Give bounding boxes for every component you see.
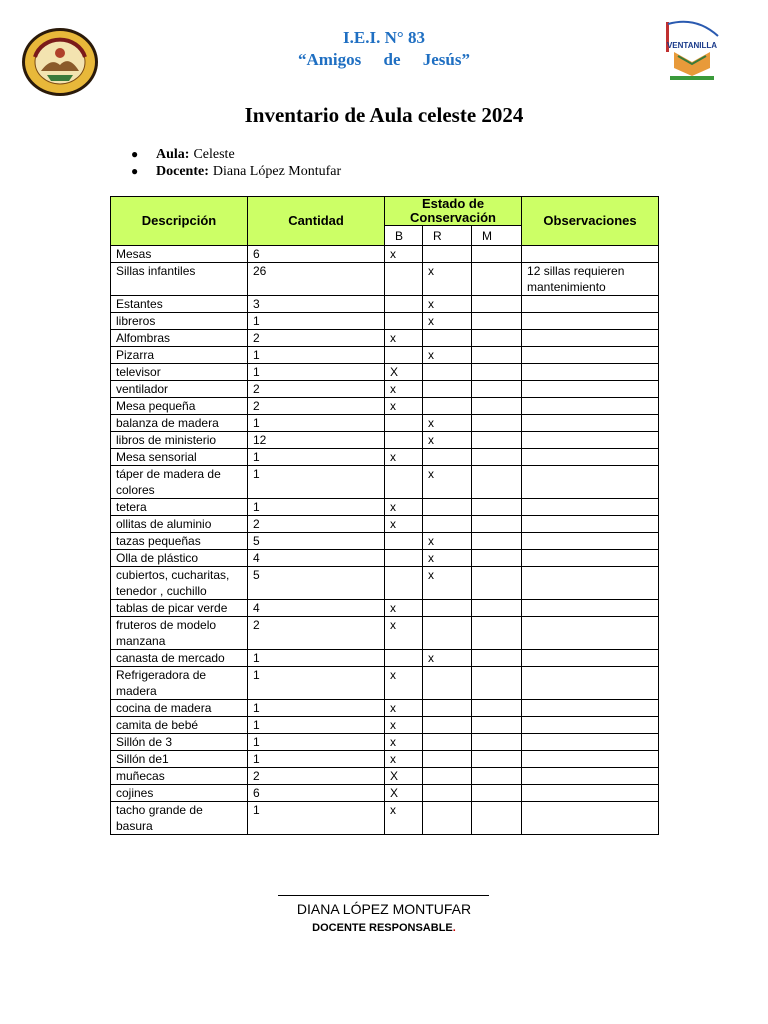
cell-descripcion: televisor <box>111 364 248 381</box>
header-m: M <box>472 226 522 246</box>
cell-b: x <box>385 499 423 516</box>
cell-m <box>472 398 522 415</box>
cell-observaciones <box>522 347 659 364</box>
cell-r <box>423 330 472 347</box>
cell-r: x <box>423 533 472 550</box>
cell-observaciones <box>522 768 659 785</box>
table-row <box>111 650 659 667</box>
school-code: I.E.I. N° 83 <box>343 28 425 47</box>
cell-descripcion: Sillón de1 <box>111 751 248 768</box>
signature-role-text: DOCENTE RESPONSABLE <box>312 922 453 934</box>
cell-m <box>472 330 522 347</box>
cell-cantidad: 1 <box>248 802 385 835</box>
inventory-table <box>110 196 659 835</box>
cell-descripcion: cubiertos, cucharitas, tenedor , cuchillo <box>111 567 248 600</box>
cell-descripcion: libreros <box>111 313 248 330</box>
cell-b: x <box>385 381 423 398</box>
cell-m <box>472 785 522 802</box>
table-row <box>111 516 659 533</box>
table-row <box>111 617 659 650</box>
table-row <box>111 802 659 835</box>
cell-r <box>423 802 472 835</box>
cell-r <box>423 364 472 381</box>
table-row <box>111 768 659 785</box>
table-row <box>111 449 659 466</box>
school-name: “Amigos de Jesús” <box>297 50 470 69</box>
table-row <box>111 364 659 381</box>
cell-observaciones <box>522 415 659 432</box>
cell-descripcion: tazas pequeñas <box>111 533 248 550</box>
cell-descripcion: Mesa pequeña <box>111 398 248 415</box>
cell-cantidad: 12 <box>248 432 385 449</box>
cell-observaciones <box>522 381 659 398</box>
table-row <box>111 246 659 263</box>
cell-cantidad: 1 <box>248 717 385 734</box>
cell-observaciones <box>522 516 659 533</box>
cell-m <box>472 768 522 785</box>
cell-m <box>472 296 522 313</box>
cell-cantidad: 6 <box>248 785 385 802</box>
cell-m <box>472 499 522 516</box>
cell-observaciones <box>522 432 659 449</box>
cell-m <box>472 550 522 567</box>
header-estado: Estado de Conservación <box>385 197 522 226</box>
cell-descripcion: balanza de madera <box>111 415 248 432</box>
svg-text:VENTANILLA: VENTANILLA <box>666 41 718 50</box>
info-label: Docente: <box>156 164 209 179</box>
cell-cantidad: 2 <box>248 617 385 650</box>
table-row <box>111 785 659 802</box>
cell-b: X <box>385 785 423 802</box>
cell-r: x <box>423 263 472 296</box>
cell-cantidad: 1 <box>248 751 385 768</box>
cell-r <box>423 734 472 751</box>
cell-observaciones <box>522 785 659 802</box>
cell-cantidad: 4 <box>248 600 385 617</box>
cell-r: x <box>423 296 472 313</box>
cell-m <box>472 381 522 398</box>
table-row <box>111 499 659 516</box>
cell-m <box>472 650 522 667</box>
cell-observaciones <box>522 550 659 567</box>
table-row <box>111 398 659 415</box>
cell-cantidad: 1 <box>248 667 385 700</box>
bullet-icon: ● <box>131 147 139 161</box>
cell-descripcion: Sillón de 3 <box>111 734 248 751</box>
info-value: Celeste <box>193 147 235 162</box>
table-row <box>111 567 659 600</box>
cell-m <box>472 617 522 650</box>
cell-r <box>423 499 472 516</box>
header-observaciones: Observaciones <box>522 197 659 246</box>
cell-m <box>472 533 522 550</box>
cell-b <box>385 347 423 364</box>
cell-b <box>385 263 423 296</box>
cell-b: x <box>385 700 423 717</box>
table-row <box>111 550 659 567</box>
cell-m <box>472 667 522 700</box>
cell-r: x <box>423 466 472 499</box>
info-value: Diana López Montufar <box>212 164 342 179</box>
cell-r <box>423 667 472 700</box>
cell-descripcion: ollitas de aluminio <box>111 516 248 533</box>
cell-r <box>423 449 472 466</box>
inventory-body <box>111 246 659 835</box>
cell-observaciones <box>522 650 659 667</box>
cell-observaciones <box>522 567 659 600</box>
info-list <box>131 146 341 180</box>
cell-b <box>385 313 423 330</box>
cell-r <box>423 516 472 533</box>
cell-observaciones <box>522 700 659 717</box>
cell-r: x <box>423 313 472 330</box>
cell-b: x <box>385 516 423 533</box>
table-row <box>111 667 659 700</box>
cell-m <box>472 246 522 263</box>
table-row <box>111 415 659 432</box>
cell-cantidad: 1 <box>248 347 385 364</box>
cell-b: x <box>385 734 423 751</box>
cell-m <box>472 364 522 381</box>
cell-cantidad: 1 <box>248 449 385 466</box>
cell-r <box>423 768 472 785</box>
cell-cantidad: 1 <box>248 364 385 381</box>
cell-m <box>472 600 522 617</box>
cell-descripcion: fruteros de modelo manzana <box>111 617 248 650</box>
cell-descripcion: cojines <box>111 785 248 802</box>
cell-m <box>472 567 522 600</box>
header-r: R <box>423 226 472 246</box>
cell-cantidad: 2 <box>248 381 385 398</box>
cell-descripcion: camita de bebé <box>111 717 248 734</box>
cell-b <box>385 296 423 313</box>
cell-r <box>423 751 472 768</box>
cell-cantidad: 1 <box>248 415 385 432</box>
cell-b: x <box>385 600 423 617</box>
table-row <box>111 717 659 734</box>
cell-b: x <box>385 617 423 650</box>
cell-m <box>472 449 522 466</box>
cell-cantidad: 1 <box>248 466 385 499</box>
cell-r <box>423 617 472 650</box>
cell-b: x <box>385 246 423 263</box>
cell-cantidad: 1 <box>248 734 385 751</box>
cell-descripcion: libros de ministerio <box>111 432 248 449</box>
table-row <box>111 734 659 751</box>
table-row <box>111 330 659 347</box>
cell-r <box>423 398 472 415</box>
cell-descripcion: Mesas <box>111 246 248 263</box>
cell-m <box>472 313 522 330</box>
cell-b <box>385 432 423 449</box>
cell-r: x <box>423 567 472 600</box>
info-item-aula <box>131 146 341 163</box>
cell-observaciones <box>522 466 659 499</box>
cell-cantidad: 5 <box>248 533 385 550</box>
cell-observaciones <box>522 533 659 550</box>
cell-r: x <box>423 432 472 449</box>
cell-cantidad: 2 <box>248 330 385 347</box>
cell-observaciones <box>522 313 659 330</box>
cell-cantidad: 2 <box>248 516 385 533</box>
table-row <box>111 432 659 449</box>
cell-b: x <box>385 717 423 734</box>
cell-descripcion: canasta de mercado <box>111 650 248 667</box>
signature-line <box>278 895 489 896</box>
cell-observaciones <box>522 449 659 466</box>
cell-b <box>385 466 423 499</box>
cell-cantidad: 6 <box>248 246 385 263</box>
cell-b <box>385 550 423 567</box>
cell-observaciones <box>522 398 659 415</box>
cell-cantidad: 1 <box>248 499 385 516</box>
cell-b: x <box>385 751 423 768</box>
cell-b: x <box>385 330 423 347</box>
cell-descripcion: cocina de madera <box>111 700 248 717</box>
cell-r: x <box>423 415 472 432</box>
cell-descripcion: Pizarra <box>111 347 248 364</box>
cell-descripcion: Refrigeradora de madera <box>111 667 248 700</box>
cell-r <box>423 717 472 734</box>
cell-b: x <box>385 449 423 466</box>
cell-cantidad: 1 <box>248 700 385 717</box>
cell-cantidad: 26 <box>248 263 385 296</box>
cell-observaciones <box>522 600 659 617</box>
cell-descripcion: Sillas infantiles <box>111 263 248 296</box>
cell-observaciones: 12 sillas requieren mantenimiento <box>522 263 659 296</box>
cell-m <box>472 263 522 296</box>
cell-descripcion: Alfombras <box>111 330 248 347</box>
header-descripcion: Descripción <box>111 197 248 246</box>
cell-m <box>472 802 522 835</box>
cell-cantidad: 2 <box>248 768 385 785</box>
cell-observaciones <box>522 751 659 768</box>
cell-r <box>423 246 472 263</box>
cell-cantidad: 1 <box>248 313 385 330</box>
cell-observaciones <box>522 296 659 313</box>
cell-b: x <box>385 667 423 700</box>
page-title: Inventario de Aula celeste 2024 <box>244 103 524 127</box>
cell-observaciones <box>522 717 659 734</box>
header-cantidad: Cantidad <box>248 197 385 246</box>
cell-descripcion: Estantes <box>111 296 248 313</box>
cell-r <box>423 381 472 398</box>
cell-r: x <box>423 550 472 567</box>
cell-descripcion: tetera <box>111 499 248 516</box>
cell-b: X <box>385 768 423 785</box>
cell-b <box>385 415 423 432</box>
cell-m <box>472 466 522 499</box>
signature-role <box>0 922 768 934</box>
cell-descripcion: tablas de picar verde <box>111 600 248 617</box>
signature-name: DIANA LÓPEZ MONTUFAR <box>296 901 472 917</box>
cell-m <box>472 415 522 432</box>
table-row <box>111 381 659 398</box>
info-item-docente <box>131 163 341 180</box>
header-b: B <box>385 226 423 246</box>
cell-r: x <box>423 650 472 667</box>
cell-cantidad: 1 <box>248 650 385 667</box>
table-row <box>111 751 659 768</box>
table-row <box>111 263 659 296</box>
table-row <box>111 600 659 617</box>
cell-b <box>385 567 423 600</box>
cell-r <box>423 600 472 617</box>
table-row <box>111 466 659 499</box>
cell-cantidad: 3 <box>248 296 385 313</box>
cell-descripcion: tacho grande de basura <box>111 802 248 835</box>
cell-b: x <box>385 802 423 835</box>
table-row <box>111 296 659 313</box>
cell-r: x <box>423 347 472 364</box>
bullet-icon: ● <box>131 164 139 178</box>
cell-observaciones <box>522 246 659 263</box>
cell-cantidad: 2 <box>248 398 385 415</box>
cell-cantidad: 5 <box>248 567 385 600</box>
cell-cantidad: 4 <box>248 550 385 567</box>
info-label: Aula: <box>156 147 190 162</box>
cell-observaciones <box>522 617 659 650</box>
cell-b: X <box>385 364 423 381</box>
cell-m <box>472 516 522 533</box>
cell-descripcion: ventilador <box>111 381 248 398</box>
table-row <box>111 347 659 364</box>
cell-m <box>472 700 522 717</box>
cell-observaciones <box>522 330 659 347</box>
cell-descripcion: táper de madera de colores <box>111 466 248 499</box>
cell-m <box>472 751 522 768</box>
cell-m <box>472 734 522 751</box>
cell-b <box>385 650 423 667</box>
table-row <box>111 700 659 717</box>
table-row <box>111 533 659 550</box>
cell-descripcion: Olla de plástico <box>111 550 248 567</box>
cell-m <box>472 347 522 364</box>
cell-b: x <box>385 398 423 415</box>
cell-m <box>472 432 522 449</box>
cell-observaciones <box>522 802 659 835</box>
cell-observaciones <box>522 364 659 381</box>
cell-m <box>472 717 522 734</box>
cell-b <box>385 533 423 550</box>
cell-descripcion: Mesa sensorial <box>111 449 248 466</box>
signature-role-dot: . <box>452 922 456 934</box>
cell-r <box>423 785 472 802</box>
cell-observaciones <box>522 734 659 751</box>
cell-descripcion: muñecas <box>111 768 248 785</box>
table-row <box>111 313 659 330</box>
cell-r <box>423 700 472 717</box>
cell-observaciones <box>522 667 659 700</box>
cell-observaciones <box>522 499 659 516</box>
